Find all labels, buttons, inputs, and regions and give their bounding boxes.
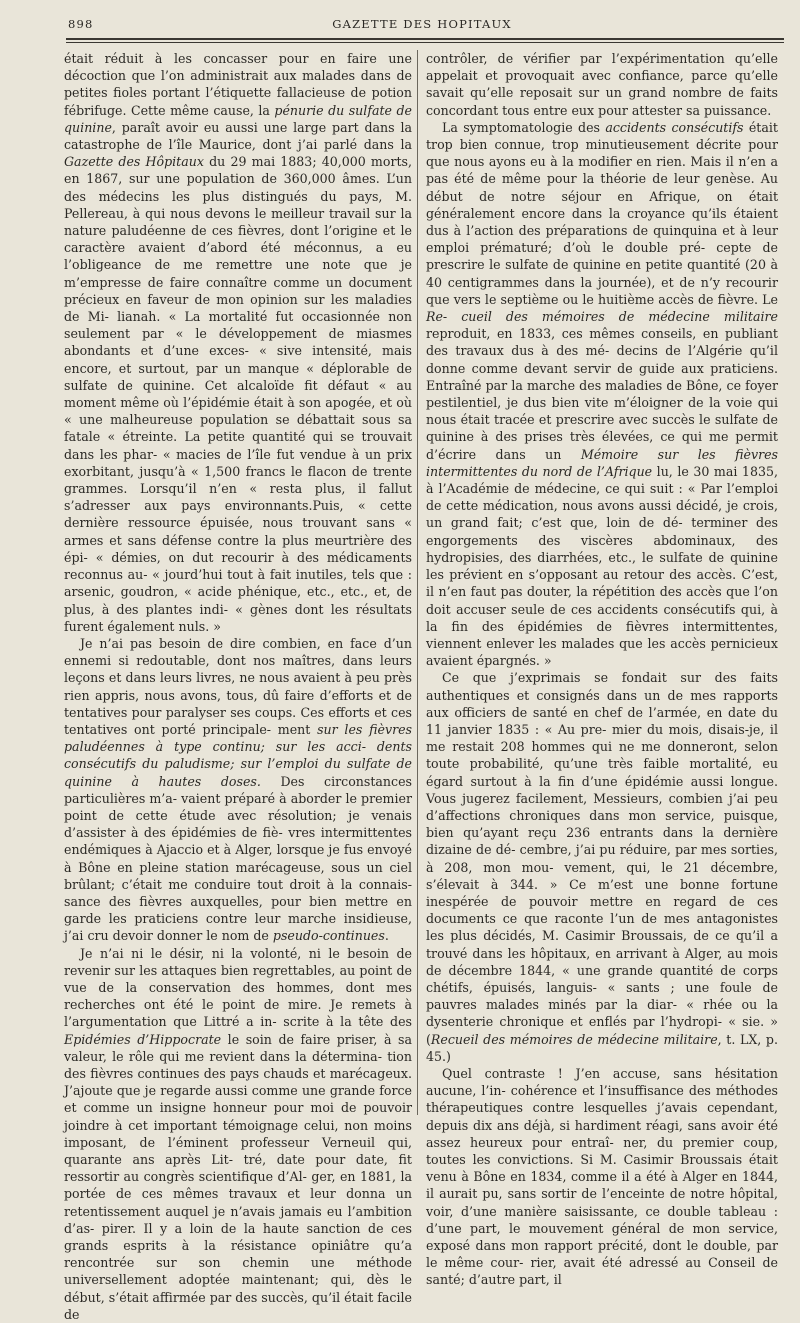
text-run: La symptomatologie des [442, 119, 606, 135]
paragraph [64, 635, 412, 945]
text-run: . [384, 928, 389, 944]
text-run: Je n’ai ni le désir, ni la volonté, ni le besoin de revenir sur les attaques bien regrettables, au point de vue de la conservation des hommes, dont mes recherches ont été le point de mire. Je remets à l’argumentation que Littré a in- scrite à la tête des [64, 945, 412, 1030]
italic-text: Re- cueil des mémoires de médecine militaire [426, 309, 778, 325]
page-header [60, 14, 784, 36]
text-run: Quel contraste ! J’en accuse, sans hésitation aucune, l’in- cohérence et l’insuffisance des méthodes thérapeutiques contre lesquelles j’avais cependant, depuis dix ans déjà, si hardiment réagi, sans avoir été assez heureux pour entraî- ner, du premier coup, toutes les convictions. Si M. Casimir Broussais était venu à Bône en 1834, comme il a été à Alger en 1844, il aurait pu, sans sortir de l’enceinte de notre hôpital, voir, d’une manière saisissante, ce double tableau : d’une part, le mouvement général de mon service, exposé dans mon rapport précité, dont le double, par le même cour- rier, avait été adressé au Conseil de santé; d’autre part, il [426, 1065, 778, 1288]
italic-text: Mémoire sur les fièvres intermittentes du nord de l’Afrique [426, 446, 779, 479]
paragraph [64, 945, 412, 1323]
text-run: contrôler, de vérifier par l’expérimentation qu’elle appelait et provoquait avec confiance, parce qu’elle savait qu’elle reposait sur un grand nombre de faits concordant tous entre eux pour attester sa puissance. [426, 51, 778, 118]
right-column [426, 50, 778, 1289]
italic-text: pénurie du sulfate de quinine [64, 102, 412, 135]
left-column [64, 50, 412, 1323]
text-run: lu, le 30 mai 1835, à l’Académie de médecine, ce qui suit : « Par l’emploi de cette médication, nous avons aussi décidé, je crois, un grand fait; c’est que, loin de dé- terminer des engorgements des viscères abdominaux, des hydropisies, des diarrhées, etc., le sulfate de quinine les prévient en s’opposant au retour des accès. C’est, il n’en faut pas douter, la répétition des accès que l’on doit accuser seule de ces accidents consécutifs qui, à la fin des épidémies de fièvres intermittentes, viennent enlever les malades que les accès pernicieux avaient épargnés. » [426, 463, 778, 669]
text-run: reproduit, en 1833, ces mêmes conseils, en publiant des travaux dus à des mé- decins de l’Algérie qu’il donne comme devant servir de guide aux praticiens. Entraîné par la marche des maladies de Bône, ce foyer pestilentiel, je dus bien vite m’éloigner de la voie qui nous était tracée et prescrire avec succès le sulfate de quinine à des prises très élevées, ce qui me permit d’écrire dans un [426, 326, 778, 462]
header-rule-thin [66, 42, 784, 43]
paragraph [426, 50, 778, 119]
text-run: , t. LX, p. 45.) [426, 1031, 778, 1064]
paragraph [426, 1065, 778, 1289]
text-run: Ce que j’exprimais se fondait sur des faits authentiques et consignés dans un de mes rapports aux officiers de santé en chef de l’armée, en date du 11 janvier 1835 : « Au pre- mier du mois, disais-je, il me restait 208 hommes qui ne me donneront, selon toute probabilité, qu’une très faible mortalité, eu égard surtout à la fin d’une épidémie aussi longue. Vous jugerez facilement, Messieurs, combien j’ai peu d’affections chroniques dans mon service, puisque, bien qu’ayant reçu 236 entrants dans la dernière dizaine de dé- cembre, j’ai pu réduire, par mes sorties, à 208, mon mou- vement, qui, le 21 décembre, s’élevait à 344. » Ce m’est une bonne fortune inespérée de pouvoir mettre en regard de ces documents ce que raconte l’un de mes antagonistes les plus décidés, M. Casimir Broussais, de ce qu’il a trouvé dans les hôpitaux, en arrivant à Alger, au mois de décembre 1844, « une grande quantité de corps chétifs, épuisés, languis- « sants ; une foule de pauvres malades minés par la diar- « rhée ou la dysenterie chronique et enflés par l’hydropi- « sie. » ( [426, 670, 778, 1047]
column-divider [417, 50, 418, 1115]
text-run: était réduit à les concasser pour en faire une décoction que l’on administrait aux malades dans de petites fioles portant l’étiquette fallacieuse de potion fébrifuge. Cette même cause, la [64, 51, 412, 118]
text-run: était trop bien connue, trop minutieusement décrite pour que nous ayons eu à la modifier en rien. Mais il n’en a pas été de même pour la théorie de leur genèse. Au début de notre séjour en Afrique, on était généralement encore dans la croyance qu’ils étaient dus à l’action des préparations de quinquina et à leur emploi prématuré; d’où le double pré- cepte de prescrire le sulfate de quinine en petite quantité (20 à 40 centigrammes dans la journée), et de n’y recourir que vers le septième ou le huitième accès de fièvre. Le [426, 119, 778, 307]
text-run: Je n’ai pas besoin de dire combien, en face d’un ennemi si redoutable, dont nos maîtres, dans leurs leçons et dans leurs livres, ne nous avaient à peu près rien appris, nous avons, tous, dû faire d’efforts et de tentatives pour paralyser ses coups. Ces efforts et ces tentatives ont porté principale- ment [64, 635, 412, 737]
text-run: le soin de faire priser, à sa valeur, le rôle qui me revient dans la détermina- tion des fièvres continues des pays chauds et marécageux. J’ajoute que je regarde aussi comme une grande force et comme un insigne honneur pour moi de pouvoir joindre à cet important témoignage celui, non moins imposant, de l’éminent professeur Verneuil qui, quarante ans après Lit- tré, date pour date, fit ressortir au congrès scientifique d’Al- ger, en 1881, la portée de ces mêmes travaux et leur donna un retentissement auquel je n’avais jamais eu l’ambition d’as- pirer. Il y a loin de la haute sanction de ces grands esprits à la résistance opiniâtre qu’a rencontrée sur son chemin une méthode universellement adoptée maintenant; qui, dès le début, s’était affirmée par des succès, qu’il était facile de [64, 1031, 412, 1322]
text-run: du 29 mai 1883; 40,000 morts, en 1867, sur une population de 360,000 âmes. L’un des médecins les plus distingués du pays, M. Pellereau, à qui nous devons le meilleur travail sur la nature paludéenne de ces fièvres, dont l’origine et le caractère avaient d’abord été méconnus, a eu l’obligeance de me remettre une note que je m’empresse de faire connaître comme un document précieux en faveur de mon opinion sur les maladies de Mi- lianah. « La mortalité fut occasionnée non seulement par « le développement de miasmes abondants et d’une exces- « sive intensité, mais encore, et surtout, par un manque « déplorable de sulfate de quinine. Cet alcaloïde fit défaut « au moment même où l’épidémie était à son apogée, et où « une malheureuse population se débattait sous sa fatale « étreinte. La petite quantité qui se trouvait dans les phar- « macies de l’île fut vendue à un prix exorbitant, jusqu’à « 1,500 francs le flacon de trente grammes. Lorsqu’il n’en « resta plus, il fallut s’adresser aux pays environnants.Puis, « cette dernière ressource épuisée, nous trouvant sans « armes et sans défense contre la plus meurtrière des épi- « démies, on dut recourir à des médicaments reconnus au- « jourd’hui tout à fait inutiles, tels que : arsenic, goudron, « acide phénique, etc., etc., et, de plus, à des plantes indi- « gènes dont les résultats furent également nuls. » [64, 154, 413, 634]
italic-text: sur les fièvres paludéennes à type continu; sur les acci- dents consécutifs du paludisme; sur l’emploi du sulfate de quinine à hautes doses. [64, 721, 413, 789]
header-rule-thick [66, 38, 784, 40]
italic-text: Epidémies d’Hippocrate [64, 1031, 222, 1047]
paragraph [426, 119, 778, 670]
text-run: Des circonstances particulières m’a- vaient préparé à aborder le premier point de cette étude avec résolution; je venais d’assister à des épidémies de fiè- vres intermittentes endémiques à Ajaccio et à Alger, lorsque je fus envoyé à Bône en pleine station marécageuse, sous un ciel brûlant; c’était me conduire tout droit à la connais- sance des fièvres auxquelles, pour bien mettre en garde les praticiens contre leur marche insidieuse, j’ai cru devoir donner le nom de [64, 773, 412, 944]
italic-text: pseudo-continues [272, 928, 385, 944]
paragraph [64, 50, 412, 635]
italic-text: Recueil des mémoires de médecine militaire [430, 1031, 718, 1047]
text-run: , paraît avoir eu aussi une large part dans la catastrophe de l’île Maurice, dont j’ai parlé dans la [64, 119, 412, 153]
italic-text: accidents consécutifs [605, 119, 744, 135]
italic-text: Gazette des Hôpitaux [64, 154, 204, 170]
page-number: 898 [68, 17, 94, 31]
paragraph [426, 669, 778, 1065]
running-title: GAZETTE DES HOPITAUX [332, 17, 512, 31]
